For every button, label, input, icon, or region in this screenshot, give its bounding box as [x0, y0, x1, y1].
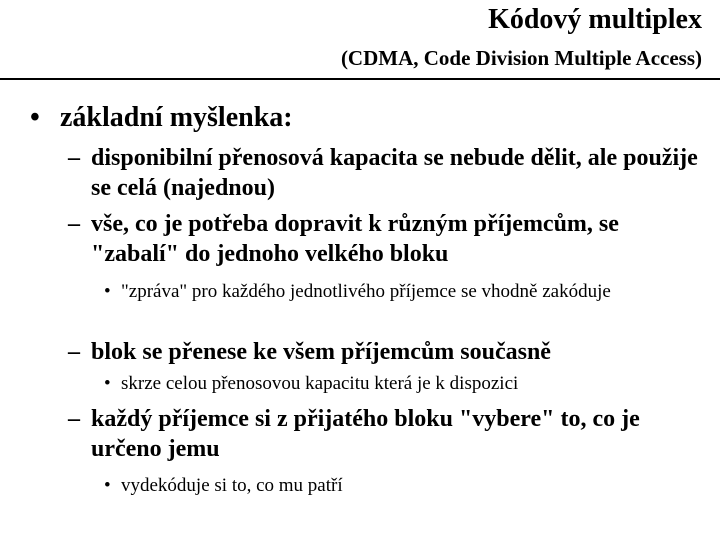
small-bullet-icon: •	[104, 373, 111, 394]
sub-bullet-4-text: každý příjemce si z přijatého bloku "vybere" to, co je určeno jemu	[91, 406, 640, 462]
bullet-main	[30, 102, 293, 134]
sub-bullet-3-text: blok se přenese ke všem příjemcům současně	[91, 339, 551, 365]
sub-sub-bullet-3-1-text: skrze celou přenosovou kapacitu která je k dispozici	[121, 373, 519, 394]
sub-bullet-2-text: vše, co je potřeba dopravit k různým příjemcům, se "zabalí" do jednoho velkého bloku	[91, 211, 619, 267]
sub-bullet-1	[68, 143, 708, 203]
sub-sub-bullet-2-1-text: "zpráva" pro každého jednotlivého příjemce se vhodně zakóduje	[121, 281, 611, 302]
slide-title: Kódový multiplex	[488, 4, 702, 35]
dash-icon: –	[68, 339, 80, 365]
sub-bullet-3	[68, 337, 708, 367]
sub-sub-bullet-4-1	[104, 474, 664, 497]
small-bullet-icon: •	[104, 281, 111, 302]
dash-icon: –	[68, 145, 80, 171]
bullet-dot-icon: •	[30, 102, 40, 133]
sub-bullet-1-text: disponibilní přenosová kapacita se nebude dělit, ale použije se celá (najednou)	[91, 145, 698, 201]
sub-sub-bullet-2-1	[104, 280, 664, 303]
slide-subtitle: (CDMA, Code Division Multiple Access)	[340, 46, 702, 70]
small-bullet-icon: •	[104, 475, 111, 496]
sub-bullet-2	[68, 209, 708, 269]
sub-bullet-4	[68, 404, 708, 464]
dash-icon: –	[68, 406, 80, 432]
sub-sub-bullet-4-1-text: vydekóduje si to, co mu patří	[121, 475, 343, 496]
sub-sub-bullet-3-1	[104, 372, 664, 395]
dash-icon: –	[68, 211, 80, 237]
bullet-main-text: základní myšlenka:	[60, 102, 293, 133]
